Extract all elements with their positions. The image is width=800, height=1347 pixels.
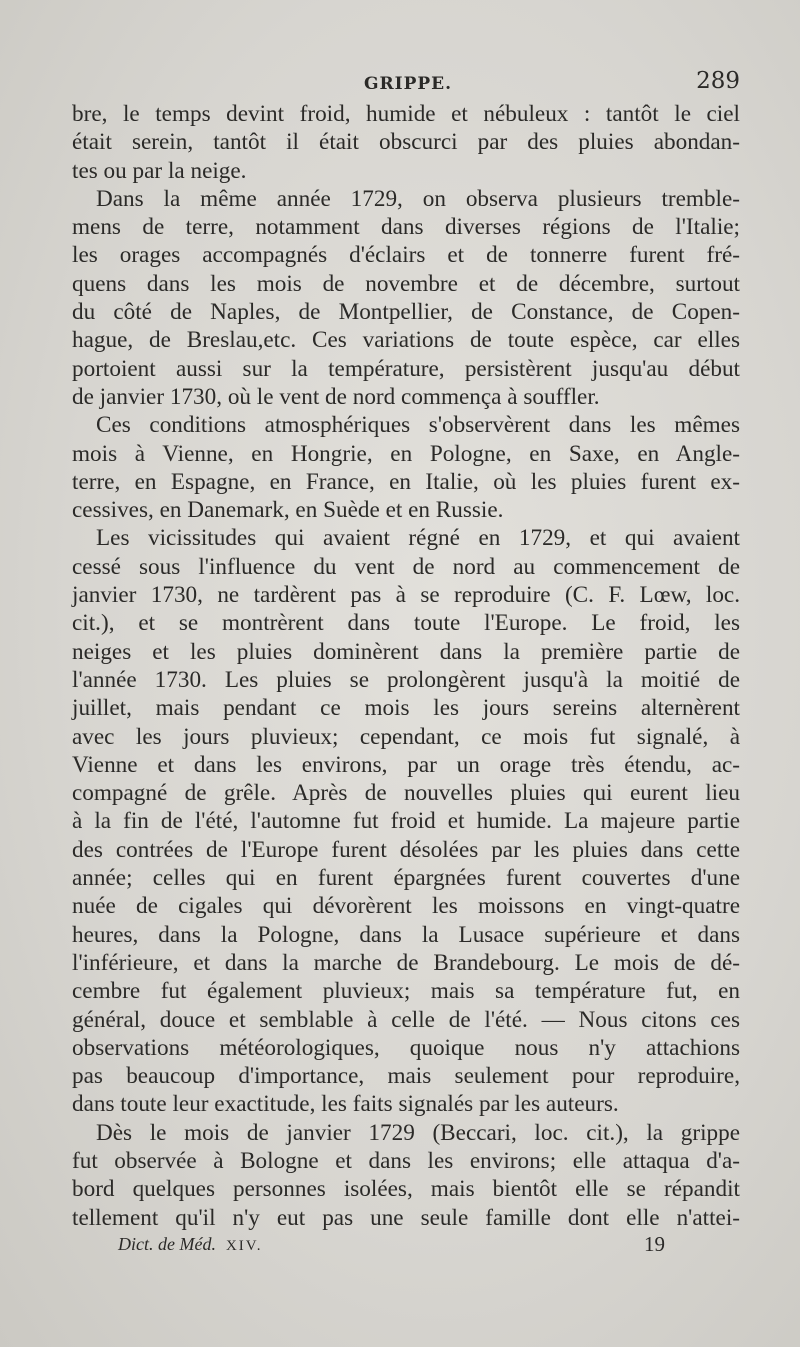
page-number: 289 bbox=[696, 68, 740, 94]
text-line: compagné de grêle. Après de nouvelles pluies qui eurent lieu bbox=[72, 780, 740, 807]
body-text bbox=[72, 100, 740, 1232]
text-line: était serein, tantôt il était obscurci par des pluies abondan- bbox=[72, 129, 740, 156]
text-line: tes ou par la neige. bbox=[72, 157, 247, 184]
paragraph-start: Ces conditions atmosphériques s'observèrent dans les mêmes bbox=[96, 412, 740, 439]
page-footer bbox=[118, 1234, 678, 1264]
running-head: GRIPPE. bbox=[364, 74, 453, 94]
signature-volume: XIV. bbox=[225, 1238, 263, 1254]
text-line: janvier 1730, ne tardèrent pas à se reproduire (C. F. Lœw, loc. bbox=[72, 582, 740, 609]
text-line: mois à Vienne, en Hongrie, en Pologne, en Saxe, en Angle- bbox=[72, 440, 740, 467]
text-line: cit.), et se montrèrent dans toute l'Europe. Le froid, les bbox=[72, 610, 740, 637]
text-line: terre, en Espagne, en France, en Italie, où les pluies furent ex- bbox=[72, 468, 740, 495]
text-line: fut observée à Bologne et dans les environs; elle attaqua d'a- bbox=[72, 1147, 740, 1174]
text-line: heures, dans la Pologne, dans la Lusace supérieure et dans bbox=[72, 921, 740, 948]
signature-number: 19 bbox=[644, 1232, 665, 1256]
text-line: cessé sous l'influence du vent de nord au commencement de bbox=[72, 553, 740, 580]
text-line: Vienne et dans les environs, par un orage très étendu, ac- bbox=[72, 751, 740, 778]
paragraph-start: Les vicissitudes qui avaient régné en 1729, et qui avaient bbox=[96, 525, 740, 552]
text-line: bre, le temps devint froid, humide et nébuleux : tantôt le ciel bbox=[72, 101, 740, 127]
text-line: de janvier 1730, où le vent de nord commença à souffler. bbox=[72, 383, 600, 410]
text-line: hague, de Breslau,etc. Ces variations de toute espèce, car elles bbox=[72, 327, 740, 354]
text-line: portoient aussi sur la température, persistèrent jusqu'au début bbox=[72, 355, 740, 382]
text-line: neiges et les pluies dominèrent dans la première partie de bbox=[72, 638, 740, 665]
text-line: l'inférieure, et dans la marche de Brandebourg. Le mois de dé- bbox=[72, 949, 740, 976]
text-line: tellement qu'il n'y eut pas une seule famille dont elle n'attei- bbox=[72, 1204, 740, 1231]
page-header bbox=[72, 68, 740, 102]
text-line: cembre fut également pluvieux; mais sa température fut, en bbox=[72, 978, 740, 1005]
text-line: pas beaucoup d'importance, mais seulement pour reproduire, bbox=[72, 1063, 740, 1090]
text-line: dans toute leur exactitude, les faits signalés par les auteurs. bbox=[72, 1091, 619, 1118]
text-line: les orages accompagnés d'éclairs et de tonnerre furent fré- bbox=[72, 242, 740, 269]
text-line: mens de terre, notamment dans diverses régions de l'Italie; bbox=[72, 214, 740, 241]
paragraph-start: Dès le mois de janvier 1729 (Beccari, loc. cit.), la grippe bbox=[96, 1119, 740, 1146]
text-line: l'année 1730. Les pluies se prolongèrent jusqu'à la moitié de bbox=[72, 666, 740, 693]
text-line: année; celles qui en furent épargnées furent couvertes d'une bbox=[72, 865, 740, 892]
text-line: observations météorologiques, quoique nous n'y attachions bbox=[72, 1034, 740, 1061]
text-line: cessives, en Danemark, en Suède et en Russie. bbox=[72, 497, 504, 524]
text-line: juillet, mais pendant ce mois les jours sereins alternèrent bbox=[72, 695, 740, 722]
text-line: avec les jours pluvieux; cependant, ce mois fut signalé, à bbox=[72, 723, 740, 750]
paragraph-start: Dans la même année 1729, on observa plusieurs tremble- bbox=[96, 185, 740, 212]
printer-signature bbox=[118, 1234, 262, 1255]
text-line: général, douce et semblable à celle de l'été. — Nous citons ces bbox=[72, 1006, 740, 1033]
text-line: des contrées de l'Europe furent désolées par les pluies dans cette bbox=[72, 836, 740, 863]
text-line: quens dans les mois de novembre et de décembre, surtout bbox=[72, 270, 740, 297]
text-line: bord quelques personnes isolées, mais bientôt elle se répandit bbox=[72, 1176, 740, 1203]
text-line: à la fin de l'été, l'automne fut froid et humide. La majeure partie bbox=[72, 808, 740, 835]
text-line: du côté de Naples, de Montpellier, de Constance, de Copen- bbox=[72, 299, 740, 326]
signature-title: Dict. de Méd. bbox=[118, 1234, 216, 1254]
text-line: nuée de cigales qui dévorèrent les moissons en vingt-quatre bbox=[72, 893, 740, 920]
